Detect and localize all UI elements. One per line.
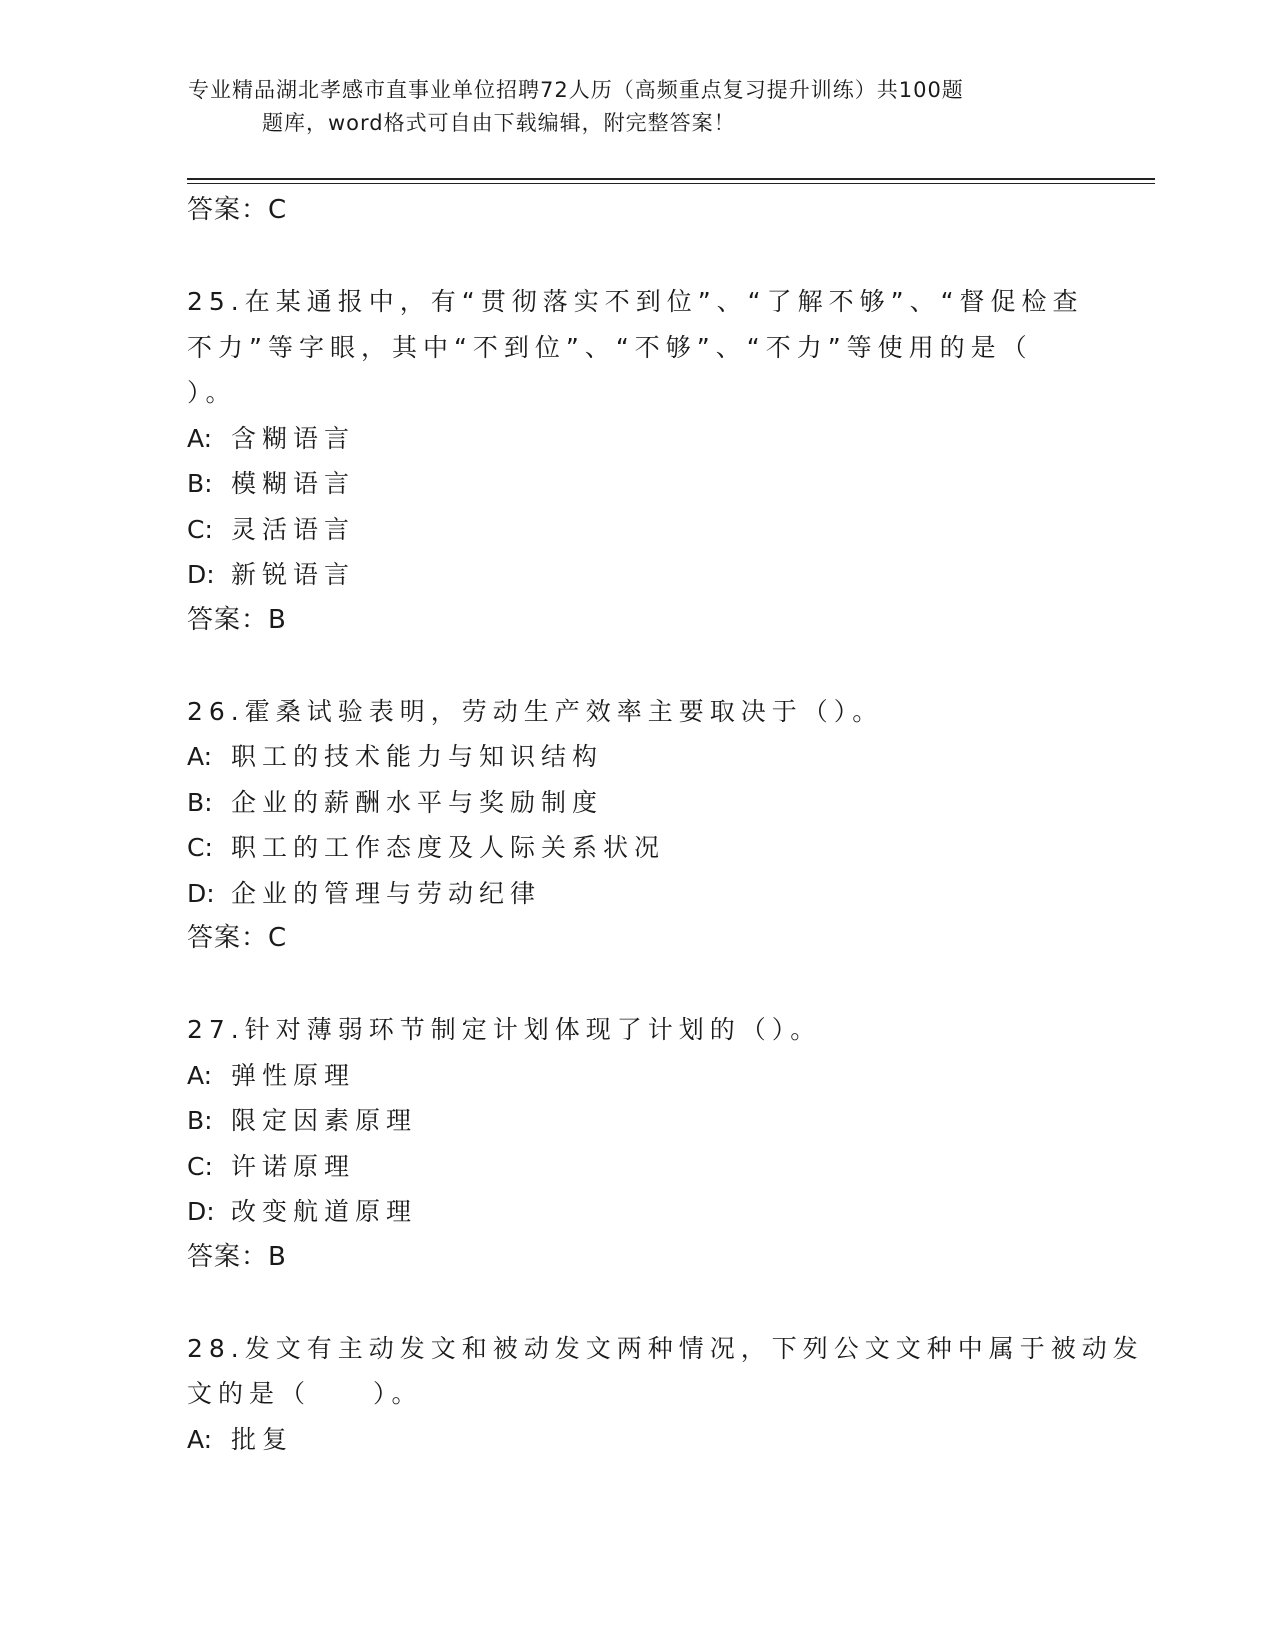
option-key: A: bbox=[187, 423, 213, 453]
option-key: B: bbox=[187, 787, 213, 817]
option-key: A: bbox=[187, 742, 213, 771]
question-item bbox=[187, 689, 1087, 962]
option-c bbox=[187, 507, 1087, 553]
option-text: 限定因素原理 bbox=[231, 1106, 418, 1135]
question-stem-line: 25.在某通报中，有“贯彻落实不到位”、“了解不够”、“督促检查 bbox=[187, 287, 1084, 316]
page-header bbox=[188, 74, 1088, 140]
option-a bbox=[187, 1053, 1087, 1099]
option-text: 职工的技术能力与知识结构 bbox=[231, 742, 604, 771]
option-b bbox=[187, 1098, 1087, 1144]
question-item bbox=[187, 279, 1087, 643]
option-key: D: bbox=[187, 878, 215, 908]
option-text: 职工的工作态度及人际关系状况 bbox=[231, 833, 666, 862]
option-text: 弹性原理 bbox=[231, 1060, 356, 1090]
spacer bbox=[187, 1280, 1087, 1326]
option-d bbox=[187, 1189, 1087, 1235]
question-item bbox=[187, 1007, 1087, 1280]
option-text: 灵活语言 bbox=[231, 514, 356, 544]
header-title-line-1: 专业精品湖北孝感市直事业单位招聘72人历（高频重点复习提升训练）共100题 bbox=[188, 78, 964, 102]
question-stem-line: 26.霍桑试验表明，劳动生产效率主要取决于（）。 bbox=[187, 696, 884, 726]
option-text: 改变航道原理 bbox=[231, 1197, 418, 1226]
option-text: 含糊语言 bbox=[231, 423, 356, 453]
header-title-line-2: 题库，word格式可自由下载编辑，附完整答案！ bbox=[262, 111, 736, 135]
spacer bbox=[187, 962, 1087, 1008]
option-a bbox=[187, 416, 1087, 462]
option-b bbox=[187, 461, 1087, 507]
answer-line: 答案：C bbox=[187, 195, 288, 225]
option-c bbox=[187, 1144, 1087, 1190]
option-key: C: bbox=[187, 833, 213, 862]
answer-line: 答案：B bbox=[187, 1241, 287, 1272]
option-d bbox=[187, 871, 1087, 917]
option-a bbox=[187, 734, 1087, 780]
question-stem-line: 28.发文有主动发文和被动发文两种情况，下列公文文种中属于被动发 bbox=[187, 1333, 1144, 1363]
answer-line: 答案：C bbox=[187, 923, 288, 953]
option-key: B: bbox=[187, 469, 213, 498]
option-text: 许诺原理 bbox=[231, 1151, 356, 1181]
question-stem-line: 不力”等字眼，其中“不到位”、“不够”、“不力”等使用的是（ bbox=[187, 332, 1033, 362]
option-key: D: bbox=[187, 560, 215, 589]
option-key: A: bbox=[187, 1060, 213, 1090]
option-b bbox=[187, 780, 1087, 826]
option-key: C: bbox=[187, 1151, 213, 1181]
option-text: 模糊语言 bbox=[231, 469, 356, 498]
question-list bbox=[187, 188, 1144, 1462]
question-stem-line: 27.针对薄弱环节制定计划体现了计划的（）。 bbox=[187, 1015, 822, 1044]
option-text: 企业的管理与劳动纪律 bbox=[231, 878, 542, 908]
spacer bbox=[187, 643, 1087, 689]
question-stem-line: 文的是（ ）。 bbox=[187, 1379, 423, 1408]
spacer bbox=[187, 234, 1087, 280]
header-divider-thick bbox=[187, 178, 1155, 180]
option-key: B: bbox=[187, 1106, 213, 1135]
header-divider-thin bbox=[187, 183, 1155, 184]
option-text: 新锐语言 bbox=[231, 560, 356, 589]
option-key: D: bbox=[187, 1197, 215, 1226]
option-text: 企业的薪酬水平与奖励制度 bbox=[231, 787, 604, 817]
option-a bbox=[187, 1417, 1087, 1463]
option-key: C: bbox=[187, 514, 213, 544]
question-item bbox=[187, 1326, 1144, 1463]
answer-line: 答案：B bbox=[187, 604, 287, 635]
option-c bbox=[187, 825, 1087, 871]
option-d bbox=[187, 552, 1087, 598]
option-text: 批复 bbox=[231, 1424, 294, 1454]
question-stem-line: ）。 bbox=[187, 378, 237, 407]
option-key: A: bbox=[187, 1424, 213, 1454]
